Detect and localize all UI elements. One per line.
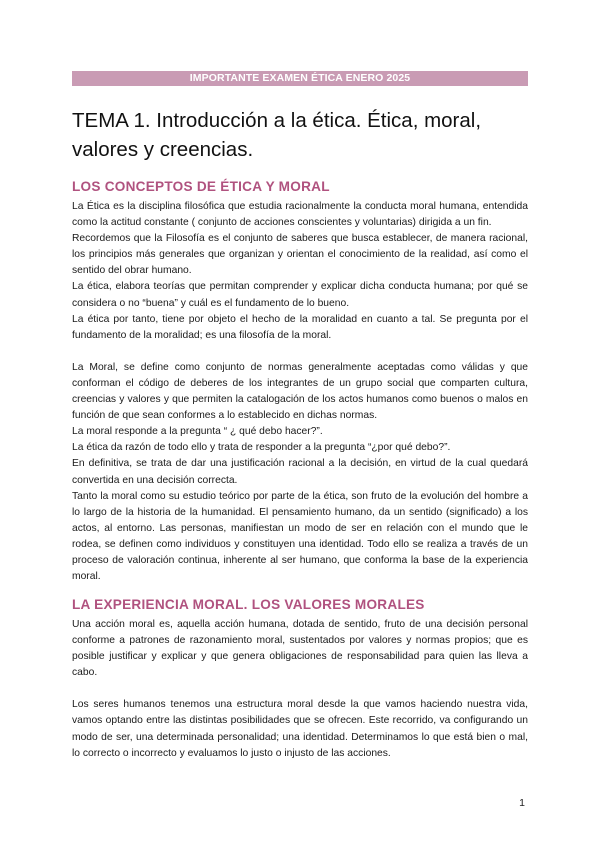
paragraph: En definitiva, se trata de dar una justificación racional a la decisión, en virtud de la cual quedará convertida en una decisión correcta.	[72, 458, 528, 486]
paragraph: Recordemos que la Filosofía es el conjunto de saberes que busca establecer, de manera racional, los principios más generales que organizan y orientan el conocimiento de la realidad, así como el sentido del obrar humano.	[72, 233, 528, 277]
paragraph: Una acción moral es, aquella acción humana, dotada de sentido, fruto de una decisión personal conforme a patrones de razonamiento moral, sustentados por valores y normas propios; que es posible justificar y explicar y que genera obligaciones de responsabilidad para quien las lleva a cabo.	[72, 619, 528, 679]
paragraph: La ética da razón de todo ello y trata de responder a la pregunta “¿por qué debo?”.	[72, 442, 451, 454]
page-number: 1	[519, 797, 525, 809]
paragraph: La ética, elabora teorías que permitan comprender y explicar dicha conducta humana; por qué se considera o no “buena” y cuál es el fundamento de lo bueno.	[72, 281, 528, 309]
page-title: TEMA 1. Introducción a la ética. Ética, moral, valores y creencias.	[72, 109, 482, 161]
section-body-experiencia-moral	[72, 617, 528, 762]
section-heading-etica-moral: LOS CONCEPTOS DE ÉTICA Y MORAL	[72, 179, 330, 194]
paragraph: La ética por tanto, tiene por objeto el hecho de la moralidad en cuanto a tal. Se pregunta por el fundamento de la moralidad; es una filosofía de la moral.	[72, 313, 528, 341]
paragraph-gap	[72, 344, 528, 360]
section-body-etica-moral	[72, 199, 528, 585]
paragraph: La Ética es la disciplina filosófica que estudia racionalmente la conducta moral humana, entendida como la actitud constante ( conjunto de acciones conscientes y voluntarias) dirigida a un fin.	[72, 201, 528, 229]
paragraph: Tanto la moral como su estudio teórico por parte de la ética, son fruto de la evolución del hombre a lo largo de la historia de la humanidad. El pensamiento humano, da un sentido (significado) a los actos, al entorno. Las personas, manifiestan un modo de ser en relación con el mundo que le rodea, se definen como individuos y constituyen una identidad. Todo ello se realiza a través de un proceso de valoración continua, inherente al ser humano, que conforma la base de la experiencia moral.	[72, 490, 528, 583]
section-heading-experiencia-moral: LA EXPERIENCIA MORAL. LOS VALORES MORALES	[72, 597, 425, 612]
exam-banner: IMPORTANTE EXAMEN ÉTICA ENERO 2025	[72, 71, 528, 86]
paragraph: La moral responde a la pregunta “ ¿ qué debo hacer?”.	[72, 426, 323, 438]
paragraph-gap	[72, 681, 528, 697]
paragraph: La Moral, se define como conjunto de normas generalmente aceptadas como válidas y que conforman el código de deberes de los integrantes de un grupo social que comparten cultura, creencias y valores y que permiten la catalogación de los actos humanos como buenos o malos en función de que sean conformes a lo establecido en dichas normas.	[72, 361, 528, 422]
paragraph: Los seres humanos tenemos una estructura moral desde la que vamos haciendo nuestra vida, vamos optando entre las distintas posibilidades que se ofrecen. Este recorrido, va configurando un modo de ser, una determinada personalidad; una identidad. Determinamos lo que está bien o mal, lo correcto o incorrecto y evaluamos lo justo o injusto de las acciones.	[72, 699, 528, 759]
